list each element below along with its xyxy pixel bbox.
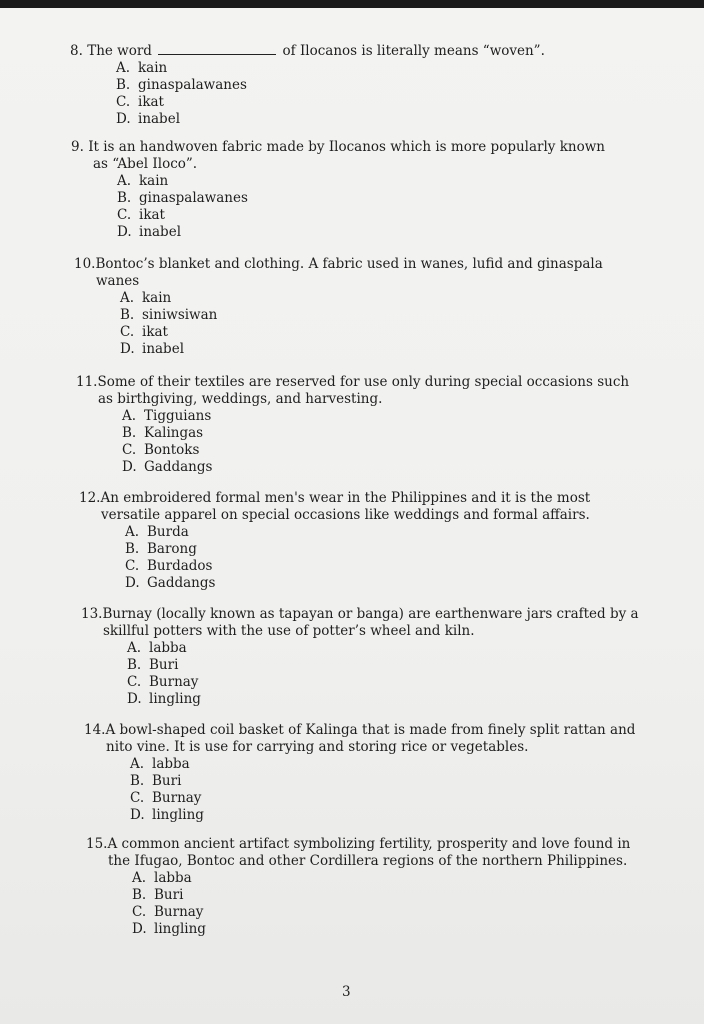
question-number: 15. — [86, 836, 108, 852]
option-c: C. Bontoks — [122, 442, 200, 458]
page-number: 3 — [342, 984, 351, 1000]
option-list — [81, 640, 639, 708]
stem-line-2: skillful potters with the use of potter’s wheel and kiln. — [103, 623, 475, 639]
stem-line-1: It is an handwoven fabric made by Ilocanos which is more popularly known — [88, 139, 605, 155]
option-d: D. inabel — [116, 111, 181, 127]
option-d: D. inabel — [117, 224, 182, 240]
stem-line-1: Bontoc’s blanket and clothing. A fabric used in wanes, lufid and ginaspala — [95, 256, 603, 272]
question-stem — [71, 139, 605, 156]
question-number: 13. — [81, 606, 103, 622]
option-c: C. Burnay — [130, 790, 202, 806]
stem-text-before-blank: The word — [87, 43, 152, 59]
option-a: A. labba — [127, 640, 187, 656]
question-stem — [70, 42, 545, 60]
question-stem — [86, 836, 630, 853]
option-d: D. inabel — [120, 341, 185, 357]
option-a: A. kain — [116, 60, 168, 76]
question-15 — [86, 836, 630, 938]
option-list — [70, 60, 545, 128]
option-b: B. Buri — [127, 657, 179, 673]
question-number: 9. — [71, 139, 84, 155]
stem-line-2: as birthgiving, weddings, and harvesting. — [98, 391, 383, 407]
stem-text-after-blank: of Ilocanos is literally means “woven”. — [282, 43, 545, 59]
question-10 — [74, 256, 603, 358]
option-list — [86, 870, 630, 938]
stem-line-2: as “Abel Iloco”. — [93, 156, 198, 172]
option-c: C. Burdados — [125, 558, 213, 574]
option-list — [74, 290, 603, 358]
option-d: D. lingling — [130, 807, 204, 823]
option-b: B. Kalingas — [122, 425, 204, 441]
option-d: D. lingling — [127, 691, 201, 707]
question-stem — [76, 374, 629, 391]
option-b: B. Barong — [125, 541, 197, 557]
stem-line-2: wanes — [96, 273, 140, 289]
stem-line-2: nito vine. It is use for carrying and storing rice or vegetables. — [106, 739, 529, 755]
question-11 — [76, 374, 629, 476]
stem-line-2: versatile apparel on special occasions like weddings and formal affairs. — [101, 507, 590, 523]
stem-line-1: A bowl-shaped coil basket of Kalinga that is made from finely split rattan and — [105, 722, 636, 738]
option-d: D. Gaddangs — [122, 459, 213, 475]
question-number: 10. — [74, 256, 96, 272]
stem-line-1: An embroidered formal men's wear in the Philippines and it is the most — [100, 490, 591, 506]
question-stem — [74, 256, 603, 273]
option-list — [79, 524, 590, 592]
question-number: 8. — [70, 43, 83, 59]
question-12 — [79, 490, 590, 592]
option-list — [76, 408, 629, 476]
option-b: B. ginaspalawanes — [116, 77, 247, 93]
option-d: D. lingling — [132, 921, 206, 937]
option-b: B. Buri — [132, 887, 184, 903]
question-13 — [81, 606, 639, 708]
option-a: A. kain — [117, 173, 169, 189]
option-c: C. ikat — [117, 207, 165, 223]
question-number: 12. — [79, 490, 101, 506]
question-14 — [84, 722, 635, 824]
option-list — [71, 173, 605, 241]
question-stem — [84, 722, 635, 739]
stem-line-1: Some of their textiles are reserved for use only during special occasions such — [97, 374, 630, 390]
option-a: A. Tigguians — [122, 408, 212, 424]
option-a: A. Burda — [125, 524, 189, 540]
option-b: B. siniwsiwan — [120, 307, 218, 323]
question-8 — [70, 42, 545, 128]
option-c: C. ikat — [120, 324, 168, 340]
option-a: A. labba — [132, 870, 192, 886]
question-9 — [71, 139, 605, 241]
option-d: D. Gaddangs — [125, 575, 216, 591]
stem-line-1: Burnay (locally known as tapayan or banga) are earthenware jars crafted by a — [102, 606, 639, 622]
option-c: C. ikat — [116, 94, 164, 110]
option-c: C. Burnay — [127, 674, 199, 690]
stem-line-2: the Ifugao, Bontoc and other Cordillera regions of the northern Philippines. — [108, 853, 628, 869]
option-list — [84, 756, 635, 824]
option-a: A. kain — [120, 290, 172, 306]
question-stem — [79, 490, 590, 507]
top-edge-shadow — [0, 0, 704, 8]
option-a: A. labba — [130, 756, 190, 772]
option-b: B. ginaspalawanes — [117, 190, 248, 206]
question-number: 11. — [76, 374, 98, 390]
question-number: 14. — [84, 722, 106, 738]
option-c: C. Burnay — [132, 904, 204, 920]
option-b: B. Buri — [130, 773, 182, 789]
answer-blank — [158, 42, 276, 55]
stem-line-1: A common ancient artifact symbolizing fertility, prosperity and love found in — [107, 836, 631, 852]
worksheet-page — [0, 8, 704, 1024]
question-stem — [81, 606, 639, 623]
